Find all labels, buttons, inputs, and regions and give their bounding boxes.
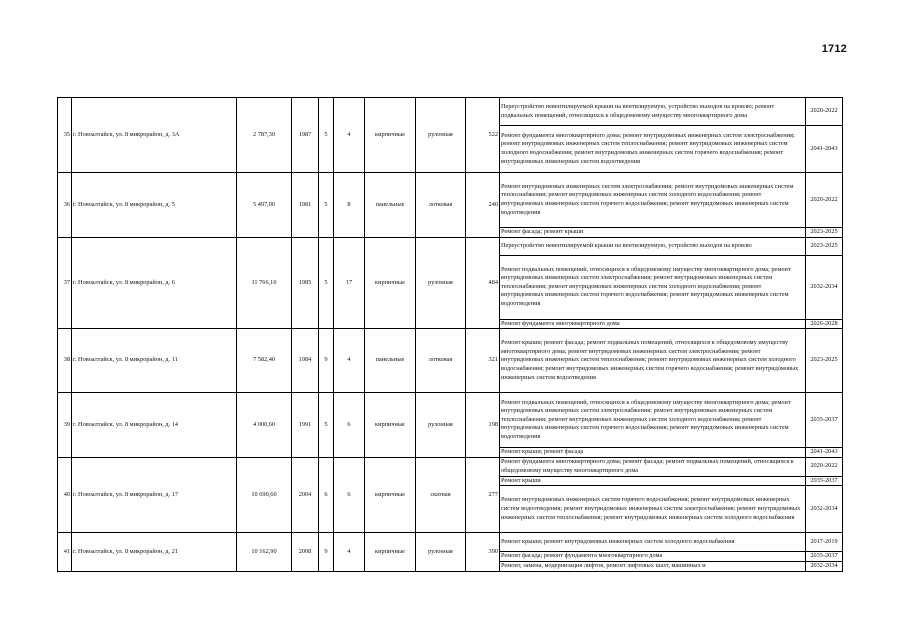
area-cell: 7 582,40 xyxy=(237,329,292,393)
roof-type-cell: рулонная xyxy=(416,533,466,572)
work-period-cell: 2026-2028 xyxy=(806,319,843,329)
table-row xyxy=(58,393,843,448)
year-cell: 1981 xyxy=(292,173,319,238)
area-cell: 4 000,60 xyxy=(237,393,292,458)
cost-cell: 484 xyxy=(466,237,500,329)
address-cell: г. Новоалтайск, ул. 8 микрорайон, д. 17 xyxy=(72,457,237,533)
year-cell: 1991 xyxy=(292,393,319,458)
cost-cell: 522 xyxy=(466,98,500,173)
row-number: 39 xyxy=(58,393,72,458)
address-cell: г. Новоалтайск, ул. 8 микрорайон, д. 5 xyxy=(72,173,237,238)
year-cell: 1984 xyxy=(292,329,319,393)
work-period-cell: 2035-2037 xyxy=(806,393,843,448)
work-description-cell: Ремонт фасада; ремонт крыши xyxy=(500,228,806,238)
cost-cell: 321 xyxy=(466,329,500,393)
entrances-cell: 4 xyxy=(334,98,365,173)
year-cell: 2004 xyxy=(292,457,319,533)
address-cell: г. Новоалтайск, ул. 8 микрорайон, д. 3А xyxy=(72,98,237,173)
work-period-cell: 2035-2037 xyxy=(806,552,843,562)
row-number: 35 xyxy=(58,98,72,173)
work-period-cell: 2032-2034 xyxy=(806,486,843,533)
work-description-cell: Ремонт фундамента многоквартирного дома; ремонт внутридомовых инженерных систем электроснабжения; ремонт внутридомовых инженерных систем теплоснабжения; ремонт внутридомовых инженерных систем холодного водоснабжения; ремонт внутридомовых инженерных систем горячего водоснабжения; ремонт внутридомовых инженерных систем водоотведения xyxy=(500,126,806,173)
row-number: 37 xyxy=(58,237,72,329)
table-row xyxy=(58,237,843,255)
work-description-cell: Ремонт подвальных помещений, относящихся к общедомовому имуществу многоквартирного дома; ремонт внутридомовых инженерных систем электроснабжения; ремонт внутридомовых инженерных систем теплоснабжения; ремонт внутридомовых инженерных систем холодного водоснабжения; ремонт внутридомовых инженерных систем горячего водоснабжения; ремонт внутридомовых инженерных систем водоотведения xyxy=(500,255,806,319)
work-period-cell: 2023-2025 xyxy=(806,228,843,238)
roof-type-cell: рулонная xyxy=(416,98,466,173)
work-period-cell: 2020-2022 xyxy=(806,173,843,228)
work-description-cell: Ремонт крыши; ремонт фасада xyxy=(500,448,806,458)
walls-material-cell: кирпичные xyxy=(365,98,416,173)
work-period-cell: 2023-2025 xyxy=(806,237,843,255)
work-description-cell: Ремонт подвальных помещений, относящихся к общедомовому имуществу многоквартирного дома; ремонт внутридомовых инженерных систем электроснабжения; ремонт внутридомовых инженерных систем теплоснабжения; ремонт внутридомовых инженерных систем холодного водоснабжения; ремонт внутридомовых инженерных систем горячего водоснабжения; ремонт внутридомовых инженерных систем водоотведения xyxy=(500,393,806,448)
address-cell: г. Новоалтайск, ул. 8 микрорайон, д. 14 xyxy=(72,393,237,458)
work-period-cell: 2032-2034 xyxy=(806,561,843,571)
floors-cell: 9 xyxy=(319,329,334,393)
walls-material-cell: кирпичные xyxy=(365,457,416,533)
table-row xyxy=(58,533,843,552)
work-description-cell: Ремонт фундамента многоквартирного дома xyxy=(500,319,806,329)
scan-edge xyxy=(0,630,905,640)
work-period-cell: 2032-2034 xyxy=(806,255,843,319)
cost-cell: 240 xyxy=(466,173,500,238)
work-period-cell: 2017-2019 xyxy=(806,533,843,552)
address-cell: г. Новоалтайск, ул. 8 микрорайон, д. 6 xyxy=(72,237,237,329)
roof-type-cell: рулонная xyxy=(416,393,466,458)
roof-type-cell: лотковая xyxy=(416,329,466,393)
floors-cell: 6 xyxy=(319,457,334,533)
floors-cell: 9 xyxy=(319,533,334,572)
work-description-cell: Ремонт крыши; ремонт фасада; ремонт подвальных помещений, относящихся к общедомовому имуществу многоквартирного дома; ремонт внутридомовых инженерных систем электроснабжения; ремонт внутридомовых инженерных систем теплоснабжения; ремонт внутридомовых инженерных систем холодного водоснабжения; ремонт внутридомовых инженерных систем горячего водоснабжения; ремонт внутридомовых инженерных систем водоотведения xyxy=(500,329,806,393)
walls-material-cell: кирпичные xyxy=(365,533,416,572)
work-description-cell: Ремонт фундамента многоквартирного дома; ремонт фасада; ремонт подвальных помещений, относящихся к общедомовому имуществу многоквартирного дома xyxy=(500,457,806,476)
entrances-cell: 17 xyxy=(334,237,365,329)
entrances-cell: 6 xyxy=(334,393,365,458)
entrances-cell: 6 xyxy=(334,457,365,533)
area-cell: 10 162,90 xyxy=(237,533,292,572)
walls-material-cell: кирпичные xyxy=(365,237,416,329)
address-cell: г. Новоалтайск, ул. 8 микрорайон, д. 11 xyxy=(72,329,237,393)
work-period-cell: 2041-2043 xyxy=(806,448,843,458)
entrances-cell: 4 xyxy=(334,533,365,572)
work-period-cell: 2035-2037 xyxy=(806,476,843,486)
page-number: 1712 xyxy=(821,43,847,55)
work-period-cell: 2023-2025 xyxy=(806,329,843,393)
work-description-cell: Ремонт, замена, модернизация лифтов, ремонт лифтовых шахт, машинных и xyxy=(500,561,806,571)
row-number: 38 xyxy=(58,329,72,393)
entrances-cell: 8 xyxy=(334,173,365,238)
work-period-cell: 2041-2043 xyxy=(806,126,843,173)
walls-material-cell: кирпичные xyxy=(365,393,416,458)
work-period-cell: 2020-2022 xyxy=(806,98,843,126)
work-description-cell: Ремонт крыши xyxy=(500,476,806,486)
floors-cell: 5 xyxy=(319,173,334,238)
entrances-cell: 4 xyxy=(334,329,365,393)
area-cell: 10 690,60 xyxy=(237,457,292,533)
year-cell: 2008 xyxy=(292,533,319,572)
year-cell: 1985 xyxy=(292,237,319,329)
work-description-cell: Ремонт внутридомовых инженерных систем электроснабжения; ремонт внутридомовых инженерных систем теплоснабжения; ремонт внутридомовых инженерных систем холодного водоснабжения; ремонт внутридомовых инженерных систем горячего водоснабжения; ремонт внутридомовых инженерных систем водоотведения xyxy=(500,173,806,228)
row-number: 41 xyxy=(58,533,72,572)
table-body xyxy=(58,98,843,572)
cost-cell: 277 xyxy=(466,457,500,533)
walls-material-cell: панельные xyxy=(365,173,416,238)
roof-type-cell: скатная xyxy=(416,457,466,533)
floors-cell: 5 xyxy=(319,98,334,173)
work-description-cell: Переустройство невентилируемой крыши на вентилируемую, устройство выходов на кровлю; ремонт подвальных помещений, относящихся к общедомовому имуществу многоквартирного дома xyxy=(500,98,806,126)
floors-cell: 5 xyxy=(319,393,334,458)
cost-cell: 390 xyxy=(466,533,500,572)
cost-cell: 198 xyxy=(466,393,500,458)
table-row xyxy=(58,457,843,476)
roof-type-cell: лотковая xyxy=(416,173,466,238)
walls-material-cell: панельные xyxy=(365,329,416,393)
address-cell: г. Новоалтайск, ул. 8 микрорайон, д. 21 xyxy=(72,533,237,572)
work-description-cell: Ремонт внутридомовых инженерных систем горячего водоснабжения; ремонт внутридомовых инженерных систем водоотведения; ремонт внутридомовых инженерных систем электроснабжения; ремонт внутридомовых инженерных систем теплоснабжения; ремонт внутридомовых инженерных систем холодного водоснабжения xyxy=(500,486,806,533)
table-row xyxy=(58,98,843,126)
work-description-cell: Переустройство невентилируемой крыши на вентилируемую, устройство выходов на кровлю xyxy=(500,237,806,255)
area-cell: 5 497,00 xyxy=(237,173,292,238)
table-row xyxy=(58,329,843,393)
row-number: 36 xyxy=(58,173,72,238)
year-cell: 1987 xyxy=(292,98,319,173)
work-description-cell: Ремонт крыши; ремонт внутридомовых инженерных систем холодного водоснабжения xyxy=(500,533,806,552)
work-period-cell: 2020-2022 xyxy=(806,457,843,476)
table-row xyxy=(58,173,843,228)
work-description-cell: Ремонт фасада; ремонт фундамента многоквартирного дома xyxy=(500,552,806,562)
area-cell: 2 787,30 xyxy=(237,98,292,173)
area-cell: 11 766,10 xyxy=(237,237,292,329)
floors-cell: 5 xyxy=(319,237,334,329)
row-number: 40 xyxy=(58,457,72,533)
housing-repair-table xyxy=(57,97,843,572)
roof-type-cell: рулонная xyxy=(416,237,466,329)
